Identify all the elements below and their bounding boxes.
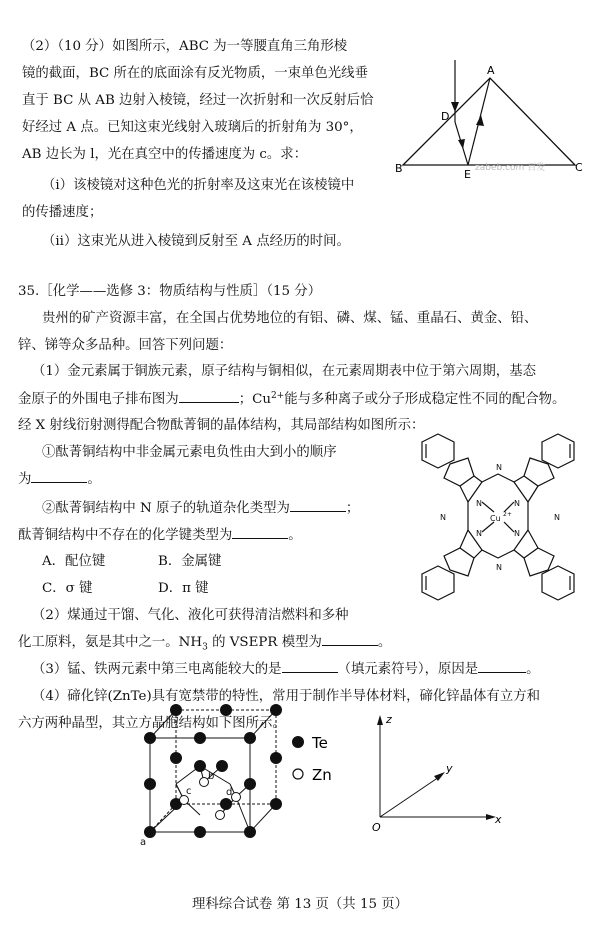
answer-blank-3 [290,499,346,512]
cell-label-b: b [208,771,215,782]
cell-legend [290,732,370,782]
znte-unit-cell [140,702,290,852]
q35-s1-q2-end: ； [345,501,360,516]
refracted-ray-arrow [458,139,465,149]
q35-s1-q1-b-text: 为 [18,472,32,487]
label-B: B [395,162,403,175]
cell-label-d: d [226,787,233,798]
q35-s2-b1: 化工原料，氨是其中之一。NH [18,635,203,650]
q35-intro-1: 贵州的矿产资源丰富，在全国占优势地位的有铝、磷、煤、锰、重晶石、黄金、铅、 [42,311,538,326]
label-E: E [464,168,471,181]
q35-s1-q3-end: 。 [288,528,302,543]
option-c: C．σ 键 [42,581,93,596]
label-C: C [575,161,583,174]
svg-text:N: N [440,513,446,522]
q35-s1-b3: 能与多种离子或分子形成稳定性不同的配合物。 [284,392,566,407]
te-legend-label: Te [312,734,328,752]
answer-blank-2 [31,470,87,483]
q35-s1-line-a: （1）金元素属于铜族元素，原子结构与铜相似，在元素周期表中位于第六周期，基态 [32,364,536,379]
q35-title: 35.［化学——选修 3：物质结构与性质］（15 分） [18,284,322,299]
q35-s1-q2-text: ②酞菁铜结构中 N 原子的轨道杂化类型为 [42,501,290,516]
svg-text:N: N [496,463,502,472]
axis-origin-label: O [372,821,381,834]
cell-label-c: c [186,786,192,797]
label-A: A [487,64,495,77]
te-legend-marker [292,736,304,748]
q35-s4-line-a: （4）碲化锌(ZnTe)具有宽禁带的特性，常用于制作半导体材料，碲化锌晶体有立方和 [32,689,540,704]
q35-s3-b: （填元素符号），原因是 [337,662,479,677]
axis-x-label: x [495,813,502,826]
q35-s1-q1-a: ①酞菁铜结构中非金属元素电负性由大到小的顺序 [42,445,337,460]
svg-text:N: N [554,513,560,522]
q35-s2-b2: 的 VSEPR 模型为 [207,635,322,650]
cu-label: Cu [490,514,501,523]
axis-y-label: y [446,762,453,775]
prism-triangle [403,78,575,165]
q35-s1-q3-text: 酞菁铜结构中不存在的化学键类型为 [18,528,233,543]
svg-text:N: N [514,499,520,508]
answer-blank-6 [282,660,338,673]
answer-blank-4 [232,526,288,539]
q34-sub-i-line-1: （i）该棱镜对这种色光的折射率及这束光在该棱镜中 [42,178,355,193]
zn-legend-marker [293,769,303,779]
cu-label-charge: 2+ [503,511,512,518]
q34-line-1: （2）（10 分）如图所示，ABC 为一等腰直角三角形棱 [22,39,348,54]
answer-blank-7 [478,660,526,673]
q35-s2-sub: 3 [202,642,208,653]
svg-text:N: N [476,529,482,538]
q35-s4-line-b: 六方两种晶型，其立方晶胞结构如下图所示。 [18,716,286,731]
coordinate-axes [368,705,508,845]
prism-figure [395,40,595,180]
q35-s1-b1: 金原子的外围电子排布图为 [18,392,179,407]
page-footer: 理科综合试卷 第 13 页（共 15 页） [191,897,409,912]
q34-line-2: 镜的截面，BC 所在的底面涂有反光物质，一束单色光线垂 [22,66,368,81]
q34-line-5: AB 边长为 l，光在真空中的传播速度为 c。求： [22,147,308,162]
q35-s1-line-b [18,390,565,409]
q35-s1-q3 [18,526,302,545]
q34-sub-i-line-2: 的传播速度； [22,205,103,220]
q35-s1-b-sup: 2+ [270,391,285,401]
svg-text:N: N [514,529,520,538]
q35-s3-c: 。 [526,662,540,677]
q34-line-3: 直于 BC 从 AB 边射入棱镜，经过一次折射和一次反射后恰 [22,93,374,108]
q35-s1-q1-b [18,470,101,489]
watermark: zabeb.com 百发 [475,163,546,173]
q35-s2-line-b [18,633,391,657]
q35-s3-a: （3）锰、铁两元素中第三电离能较大的是 [32,662,282,677]
q35-s2-b3: 。 [377,635,392,650]
q35-s1-q1-c-text: 。 [87,472,101,487]
option-a: A．配位键 [42,554,106,569]
option-d: D．π 键 [158,581,209,596]
zn-legend-label: Zn [312,766,332,784]
svg-text:N: N [476,499,482,508]
q35-s1-b2: ；Cu [238,392,271,407]
axis-z-label: z [386,713,392,726]
q34-sub-ii: （ii）这束光从进入棱镜到反射至 A 点经历的时间。 [42,234,350,249]
cell-label-a: a [140,837,147,848]
label-D: D [441,110,450,123]
q35-intro-2: 锌、锑等众多品种。回答下列问题： [18,338,233,353]
answer-blank-1 [179,390,239,403]
copper-phthalocyanine-structure [410,430,590,605]
answer-blank-5 [322,633,378,646]
q35-s2-line-a: （2）煤通过干馏、气化、液化可获得清洁燃料和多种 [32,608,349,623]
svg-text:N: N [496,563,502,572]
q35-s3-line [32,660,540,679]
q34-line-4: 好经过 A 点。已知这束光线射入玻璃后的折射角为 30°， [22,120,363,135]
q35-s1-q2 [42,499,359,518]
option-b: B．金属键 [158,554,222,569]
q35-s1-line-c: 经 X 射线衍射测得配合物酞菁铜的晶体结构，其局部结构如图所示： [18,418,425,433]
